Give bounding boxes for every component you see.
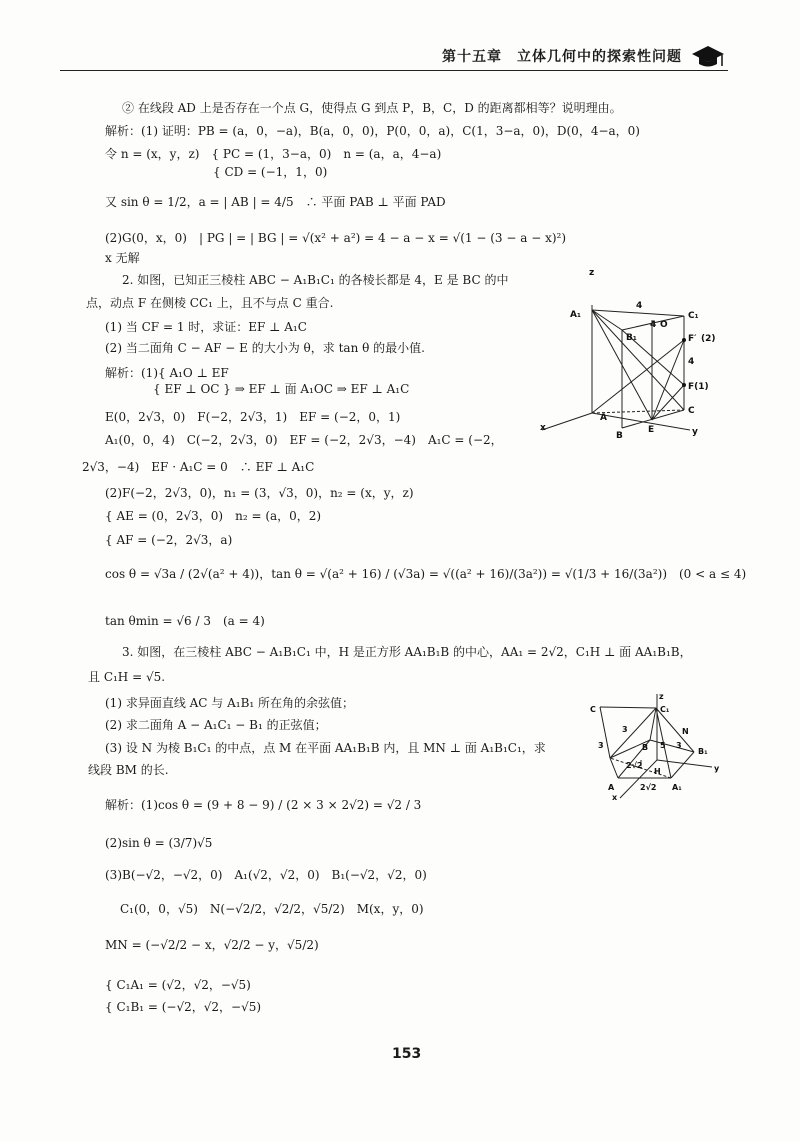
- figure-label: 3: [622, 725, 628, 734]
- figure-label: B: [616, 431, 623, 441]
- header-rule: [60, 70, 728, 71]
- figure-label: (2): [701, 334, 716, 344]
- text-line: cos θ = √3a / (2√(a² + 4))，tan θ = √(a² + 16) / (√3a) = √((a² + 16)/(3a²)) = √(1/3 + 16/(3a²)) (0 < a ≤ 4): [105, 567, 747, 581]
- text-line: 解析：(1){ A₁O ⊥ EF: [105, 366, 229, 380]
- figure-label: A: [608, 783, 615, 792]
- figure-label: A₁: [570, 310, 581, 320]
- text-line: (2) 当二面角 C − AF − E 的大小为 θ，求 tan θ 的最小值.: [105, 341, 425, 355]
- text-line: { AE = (0，2√3，0) n₂ = (a，0，2): [105, 509, 322, 523]
- text-line: 又 sin θ = 1/2，a = | AB | = 4/5 ∴ 平面 PAB ⊥ 平面 PAD: [105, 195, 446, 209]
- figure-label: 4: [636, 301, 643, 311]
- text-line: { C₁A₁ = (√2，√2，−√5): [105, 978, 251, 992]
- text-line: (3) 设 N 为棱 B₁C₁ 的中点，点 M 在平面 AA₁B₁B 内，且 MN ⊥ 面 A₁B₁C₁，求: [105, 741, 546, 755]
- text-line: (1) 当 CF = 1 时，求证：EF ⊥ A₁C: [105, 320, 307, 334]
- text-line: A₁(0，0，4) C(−2，2√3，0) EF = (−2，2√3，−4) A₁C = (−2，: [105, 433, 503, 447]
- figure-label: z: [659, 692, 664, 701]
- text-line: 2√3，−4) EF · A₁C = 0 ∴ EF ⊥ A₁C: [82, 460, 315, 474]
- figure-label: A: [600, 413, 607, 423]
- figure-label: 5: [660, 741, 666, 750]
- figure-label: O: [660, 320, 668, 330]
- text-line: ② 在线段 AD 上是否存在一个点 G，使得点 G 到点 P，B，C，D 的距离都相等？说明理由。: [122, 101, 622, 115]
- figure-label: 4: [688, 357, 695, 367]
- text-line: 令 n = (x，y，z) { PC = (1，3−a，0) n = (a，a，4−a): [105, 147, 442, 161]
- prism-figure-problem-3: [584, 690, 720, 802]
- figure-label: y: [714, 764, 720, 773]
- chapter-title: 第十五章 立体几何中的探索性问题: [442, 49, 682, 65]
- text-line: { EF ⊥ OC } ⇒ EF ⊥ 面 A₁OC ⇒ EF ⊥ A₁C: [105, 382, 410, 396]
- text-line: (2)sin θ = (3/7)√5: [105, 836, 213, 850]
- text-line: C₁(0，0，√5) N(−√2/2，√2/2，√5/2) M(x，y，0): [120, 902, 424, 916]
- text-line: { CD = (−1，1，0): [105, 165, 328, 179]
- figure-label: F′: [688, 334, 697, 344]
- text-line: (1) 求异面直线 AC 与 A₁B₁ 所在角的余弦值；: [105, 696, 355, 710]
- figure-label: x: [612, 793, 618, 802]
- figure-label: B₁: [698, 747, 708, 756]
- graduation-cap-icon: [690, 44, 726, 70]
- figure-label: C₁: [688, 311, 699, 321]
- text-line: 2. 如图，已知正三棱柱 ABC − A₁B₁C₁ 的各棱长都是 4，E 是 BC 的中: [122, 273, 509, 287]
- figure-label: E: [648, 425, 655, 435]
- figure-label: B: [642, 743, 649, 752]
- figure-label: C: [688, 406, 695, 416]
- text-line: { AF = (−2，2√3，a): [105, 533, 233, 547]
- text-line: 3. 如图，在三棱柱 ABC − A₁B₁C₁ 中，H 是正方形 AA₁B₁B 的中心，AA₁ = 2√2，C₁H ⊥ 面 AA₁B₁B，: [122, 645, 692, 659]
- text-line: (2) 求二面角 A − A₁C₁ − B₁ 的正弦值；: [105, 718, 327, 732]
- figure-label: z: [589, 268, 595, 278]
- figure-label: C: [590, 705, 596, 714]
- prism-figure-problem-2: [538, 264, 718, 442]
- figure-label: A₁: [672, 783, 682, 792]
- figure-label: 2√2: [626, 761, 643, 770]
- text-line: (3)B(−√2，−√2，0) A₁(√2，√2，0) B₁(−√2，√2，0): [105, 868, 427, 882]
- text-line: 线段 BM 的长.: [88, 763, 169, 777]
- figure-label: 2√2: [640, 783, 657, 792]
- figure-label: y: [692, 427, 698, 437]
- text-line: (2)F(−2，2√3，0)，n₁ = (3，√3，0)，n₂ = (x，y，z): [105, 486, 414, 500]
- figure-label: N: [682, 727, 689, 736]
- text-line: (2)G(0，x，0) | PG | = | BG | = √(x² + a²) = 4 − a − x = √(1 − (3 − a − x)²): [105, 231, 567, 245]
- text-line: tan θmin = √6 / 3 (a = 4): [105, 614, 265, 628]
- text-line: 解析：(1) 证明：PB = (a，0，−a)，B(a，0，0)，P(0，0，a)，C(1，3−a，0)，D(0，4−a，0): [105, 124, 640, 138]
- text-line: { C₁B₁ = (−√2，√2，−√5): [105, 1000, 262, 1014]
- figure-label: B₁: [626, 333, 637, 343]
- figure-label: 3: [676, 741, 682, 750]
- page-number: 153: [392, 1046, 422, 1062]
- figure-label: H: [654, 767, 661, 776]
- figure-label: x: [540, 423, 546, 433]
- text-line: MN = (−√2/2 − x，√2/2 − y，√5/2): [105, 938, 319, 952]
- text-line: x 无解: [105, 251, 140, 265]
- text-line: 且 C₁H = √5.: [88, 670, 166, 684]
- figure-label: 3: [598, 741, 604, 750]
- text-line: 点，动点 F 在侧棱 CC₁ 上，且不与点 C 重合.: [86, 296, 334, 310]
- figure-label: 4: [650, 320, 657, 330]
- figure-label: C₁: [660, 705, 670, 714]
- text-line: 解析：(1)cos θ = (9 + 8 − 9) / (2 × 3 × 2√2) = √2 / 3: [105, 798, 422, 812]
- figure-label: F(1): [688, 382, 709, 392]
- text-line: E(0，2√3，0) F(−2，2√3，1) EF = (−2，0，1): [105, 410, 401, 424]
